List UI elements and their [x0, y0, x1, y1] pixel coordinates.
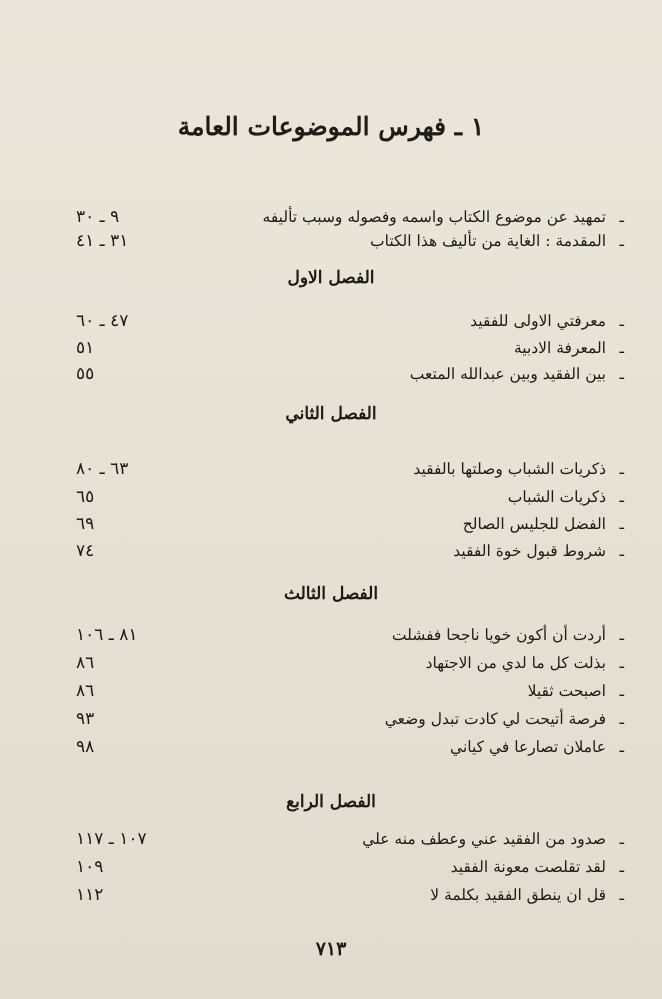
toc-entry	[70, 882, 624, 908]
entry-title: صدود من الفقيد عني وعطف منه علي	[362, 830, 606, 848]
toc-entry	[70, 706, 624, 732]
entry-title: ذكريات الشباب	[507, 488, 606, 506]
entry-pages: ٩٣	[76, 709, 95, 729]
toc-entry	[70, 734, 624, 760]
toc-entry	[70, 308, 624, 334]
toc-entry	[70, 622, 624, 648]
toc-entry	[70, 335, 624, 361]
entry-title: عاملان تصارعا في كياني	[450, 738, 606, 756]
entry-dash: ـ	[619, 738, 624, 756]
chapter-heading: الفصل الاول	[287, 268, 375, 288]
entry-dash: ـ	[619, 365, 624, 383]
chapter-heading: الفصل الرابع	[286, 792, 376, 812]
entry-pages: ١٠٧ ـ ١١٧	[76, 829, 147, 849]
entry-title: بذلت كل ما لدي من الاجتهاد	[425, 654, 606, 672]
entry-title: قل ان ينطق الفقيد بكلمة لا	[430, 886, 606, 904]
page-title: ١ ـ فهرس الموضوعات العامة	[177, 112, 485, 141]
toc-entry	[70, 456, 624, 482]
toc-entry	[70, 228, 624, 254]
entry-pages: ٨١ ـ ١٠٦	[76, 625, 138, 645]
entry-title: المقدمة : الغاية من تأليف هذا الكتاب	[370, 232, 606, 250]
entry-dash: ـ	[619, 488, 624, 506]
entry-dash: ـ	[619, 515, 624, 533]
entry-title: شروط قبول خوة الفقيد	[453, 542, 606, 560]
toc-entry	[70, 650, 624, 676]
chapter-heading: الفصل الثالث	[283, 584, 379, 604]
entry-pages: ٤٧ ـ ٦٠	[76, 311, 129, 331]
toc-entry	[70, 826, 624, 852]
entry-pages: ٦٣ ـ ٨٠	[76, 459, 129, 479]
toc-entry	[70, 678, 624, 704]
entry-title: تمهيد عن موضوع الكتاب واسمه وفصوله وسبب تأليفه	[262, 208, 606, 226]
entry-dash: ـ	[619, 626, 624, 644]
entry-pages: ٦٥	[76, 487, 95, 507]
entry-pages: ١١٢	[76, 885, 104, 905]
entry-pages: ١٠٩	[76, 857, 104, 877]
entry-dash: ـ	[619, 830, 624, 848]
entry-title: اصبحت ثقيلا	[527, 682, 606, 700]
toc-entry	[70, 484, 624, 510]
entry-title: المعرفة الادبية	[513, 339, 606, 357]
chapter-heading: الفصل الثاني	[285, 404, 377, 424]
entry-title: ذكريات الشباب وصلتها بالفقيد	[413, 460, 606, 478]
entry-dash: ـ	[619, 654, 624, 672]
entry-dash: ـ	[619, 312, 624, 330]
toc-entry	[70, 538, 624, 564]
entry-title: الفضل للجليس الصالح	[462, 515, 606, 533]
entry-dash: ـ	[619, 858, 624, 876]
entry-pages: ٨٦	[76, 681, 95, 701]
entry-dash: ـ	[619, 460, 624, 478]
entry-title: فرصة أتيحت لي كادت تبدل وضعي	[384, 710, 606, 728]
entry-dash: ـ	[619, 710, 624, 728]
entry-pages: ٥٥	[76, 364, 95, 384]
entry-pages: ٩ ـ ٣٠	[76, 207, 120, 227]
toc-entry	[70, 854, 624, 880]
entry-pages: ٣١ ـ ٤١	[76, 231, 129, 251]
entry-title: معرفتي الاولى للفقيد	[470, 312, 606, 330]
entry-dash: ـ	[619, 886, 624, 904]
entry-pages: ٦٩	[76, 514, 95, 534]
entry-dash: ـ	[619, 542, 624, 560]
entry-title: أردت أن أكون خويا ناجحا ففشلت	[391, 626, 606, 644]
entry-dash: ـ	[619, 208, 624, 226]
entry-pages: ٩٨	[76, 737, 95, 757]
toc-entry	[70, 204, 624, 230]
entry-dash: ـ	[619, 682, 624, 700]
entry-pages: ٨٦	[76, 653, 95, 673]
toc-entry	[70, 511, 624, 537]
entry-title: بين الفقيد وبين عبدالله المتعب	[409, 365, 606, 383]
entry-pages: ٥١	[76, 338, 95, 358]
entry-title: لقد تقلصت معونة الفقيد	[450, 858, 606, 876]
entry-pages: ٧٤	[76, 541, 95, 561]
entry-dash: ـ	[619, 339, 624, 357]
page-number: ٧١٣	[315, 938, 347, 960]
toc-entry	[70, 361, 624, 387]
entry-dash: ـ	[619, 232, 624, 250]
